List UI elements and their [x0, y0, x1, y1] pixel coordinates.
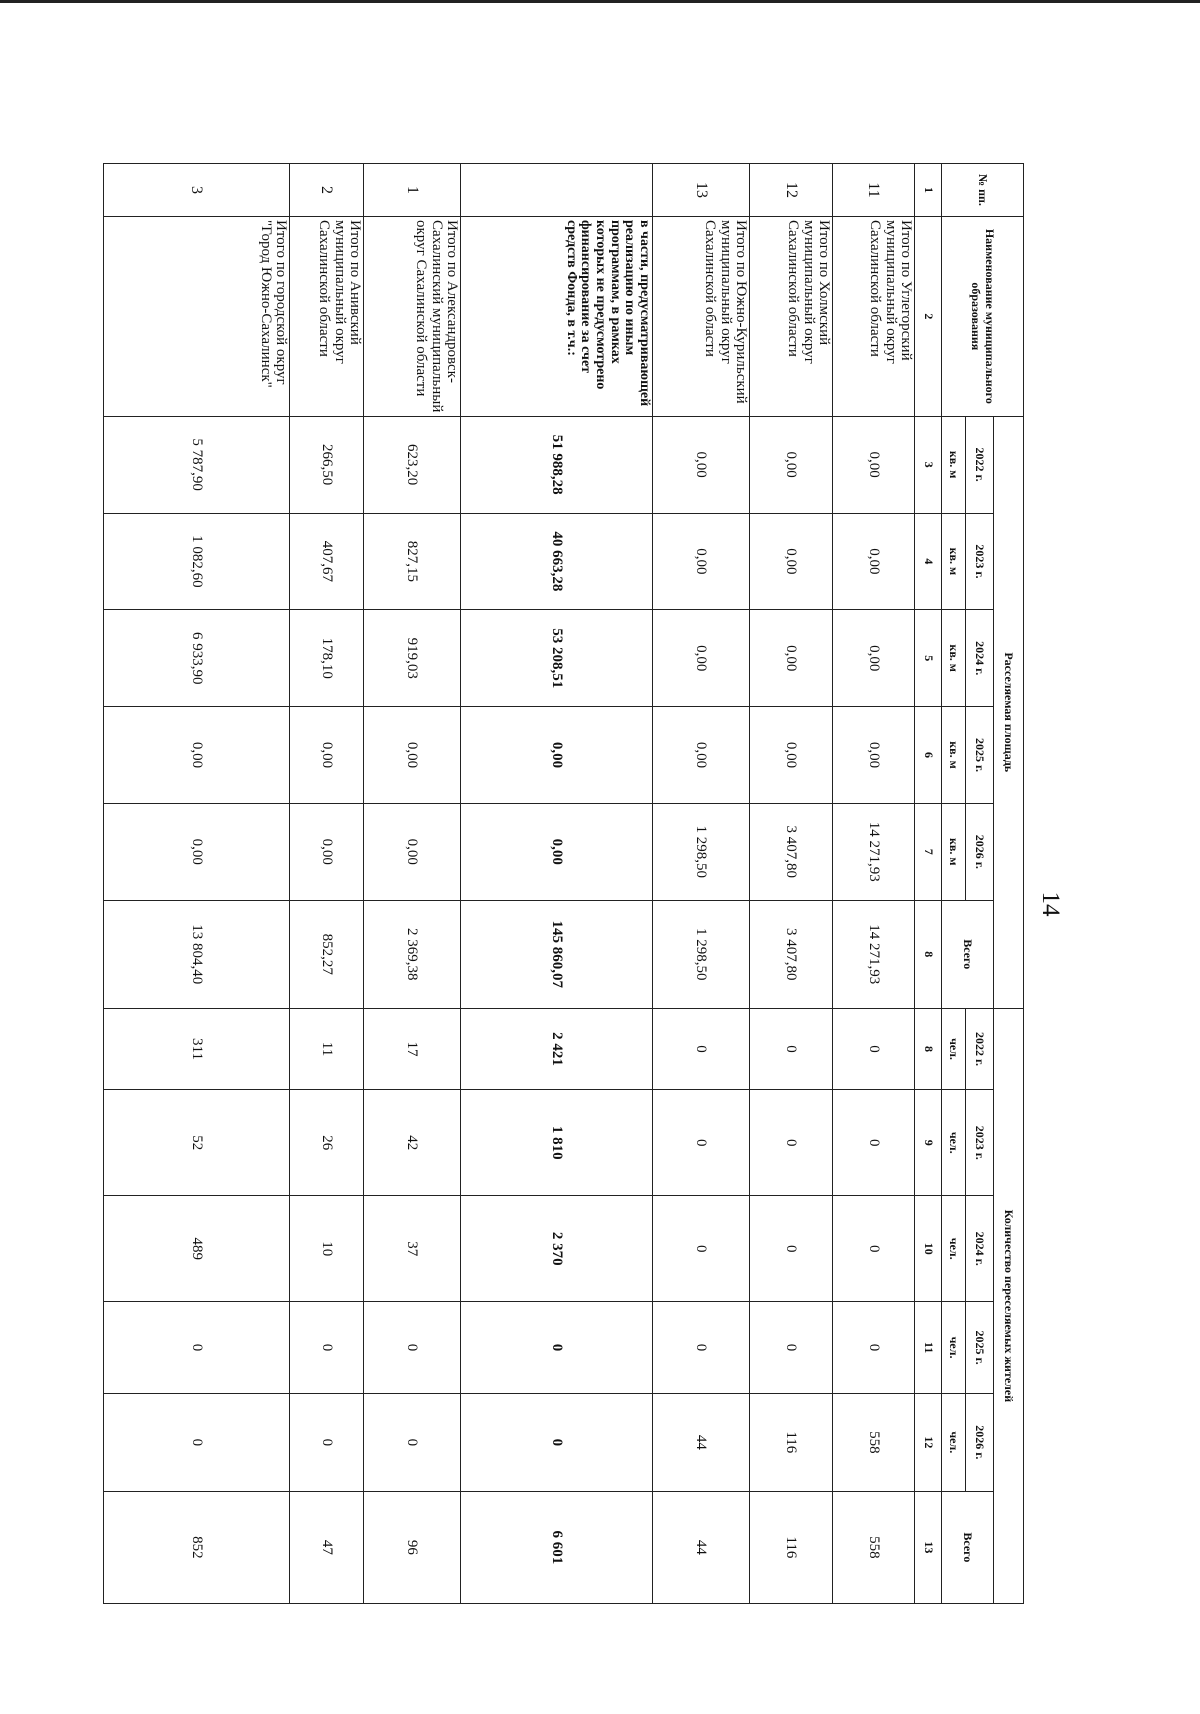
- people-value: 0: [290, 1393, 364, 1491]
- table-row: [104, 164, 290, 1604]
- header-unit: чел.: [942, 1196, 966, 1302]
- header-num: № пп.: [942, 164, 1024, 217]
- table-row: [833, 164, 915, 1604]
- people-value: 558: [833, 1393, 915, 1491]
- page-number: 14: [1037, 891, 1064, 917]
- column-number: 12: [915, 1393, 942, 1491]
- area-value: 0,00: [364, 803, 461, 900]
- people-value: 0: [364, 1393, 461, 1491]
- municipality-name: Итого по Анивский муниципальный округ Сахалинской области: [290, 216, 364, 416]
- area-value: 0,00: [750, 610, 833, 707]
- area-value: 407,67: [290, 513, 364, 610]
- people-value: 37: [364, 1196, 461, 1302]
- area-value: 0,00: [833, 513, 915, 610]
- header-area-total: Всего: [942, 900, 994, 1008]
- header-unit: кв. м: [942, 707, 966, 804]
- header-people-group: Количество переселяемых жителей: [994, 1008, 1024, 1603]
- area-value: 0,00: [750, 707, 833, 804]
- area-value: 6 933,90: [104, 610, 290, 707]
- area-total: 852,27: [290, 900, 364, 1008]
- people-value: 10: [290, 1196, 364, 1302]
- area-value: 0,00: [750, 513, 833, 610]
- people-total: 96: [364, 1491, 461, 1603]
- people-value: 0: [461, 1393, 653, 1491]
- header-unit: кв. м: [942, 416, 966, 513]
- header-unit: кв. м: [942, 513, 966, 610]
- table-row: [290, 164, 364, 1604]
- area-total: 2 369,38: [364, 900, 461, 1008]
- area-value: 5 787,90: [104, 416, 290, 513]
- row-number: 2: [290, 164, 364, 217]
- area-value: 178,10: [290, 610, 364, 707]
- column-number: 2: [915, 216, 942, 416]
- people-value: 0: [833, 1302, 915, 1394]
- area-value: 0,00: [290, 707, 364, 804]
- area-value: 14 271,93: [833, 803, 915, 900]
- people-value: 0: [750, 1196, 833, 1302]
- area-value: 0,00: [653, 416, 750, 513]
- area-value: 40 663,28: [461, 513, 653, 610]
- people-value: 0: [364, 1302, 461, 1394]
- resettlement-table-wrapper: [103, 163, 1024, 1604]
- area-value: 0,00: [104, 707, 290, 804]
- people-total: 852: [104, 1491, 290, 1603]
- area-value: 0,00: [653, 707, 750, 804]
- people-value: 0: [653, 1008, 750, 1090]
- area-value: 0,00: [653, 513, 750, 610]
- area-value: 1 298,50: [653, 803, 750, 900]
- row-number: 3: [104, 164, 290, 217]
- people-value: 0: [653, 1196, 750, 1302]
- area-value: 0,00: [653, 610, 750, 707]
- people-value: 0: [104, 1393, 290, 1491]
- people-value: 0: [750, 1008, 833, 1090]
- area-value: 623,20: [364, 416, 461, 513]
- area-value: 0,00: [833, 416, 915, 513]
- row-number: 11: [833, 164, 915, 217]
- header-unit: чел.: [942, 1090, 966, 1196]
- area-value: 0,00: [461, 803, 653, 900]
- area-total: 145 860,07: [461, 900, 653, 1008]
- people-value: 0: [750, 1090, 833, 1196]
- people-value: 26: [290, 1090, 364, 1196]
- area-value: 1 082,60: [104, 513, 290, 610]
- municipality-name: Итого по городской округ "Город Южно-Сахалинск": [104, 216, 290, 416]
- people-value: 0: [833, 1196, 915, 1302]
- row-number: [461, 164, 653, 217]
- header-people-year-2023: 2023 г.: [966, 1090, 994, 1196]
- header-area-group: Расселяемая площадь: [994, 416, 1024, 1008]
- people-total: 116: [750, 1491, 833, 1603]
- row-number: 12: [750, 164, 833, 217]
- header-area-year-2024: 2024 г.: [966, 610, 994, 707]
- header-area-year-2022: 2022 г.: [966, 416, 994, 513]
- people-value: 42: [364, 1090, 461, 1196]
- header-unit: чел.: [942, 1302, 966, 1394]
- municipality-name: в части, предусматривающей реализацию по иным программам, в рамках которых не предусмотрено финансирование за счет средств Фонда, в т.ч.:: [461, 216, 653, 416]
- area-value: 0,00: [833, 610, 915, 707]
- people-value: 0: [653, 1302, 750, 1394]
- area-value: 0,00: [290, 803, 364, 900]
- column-number: 7: [915, 803, 942, 900]
- header-unit: чел.: [942, 1393, 966, 1491]
- municipality-name: Итого по Углегорский муниципальный округ Сахалинской области: [833, 216, 915, 416]
- header-area-year-2023: 2023 г.: [966, 513, 994, 610]
- column-number: 6: [915, 707, 942, 804]
- resettlement-table: [103, 163, 1024, 1604]
- column-number: 8: [915, 900, 942, 1008]
- area-value: 3 407,80: [750, 803, 833, 900]
- people-total: 558: [833, 1491, 915, 1603]
- row-number: 1: [364, 164, 461, 217]
- people-value: 52: [104, 1090, 290, 1196]
- column-number: 8: [915, 1008, 942, 1090]
- people-value: 0: [461, 1302, 653, 1394]
- people-value: 0: [833, 1008, 915, 1090]
- column-number: 4: [915, 513, 942, 610]
- municipality-name: Итого по Южно-Курильский муниципальный округ Сахалинской области: [653, 216, 750, 416]
- header-people-year-2026: 2026 г.: [966, 1393, 994, 1491]
- municipality-name: Итого по Холмский муниципальный округ Сахалинской области: [750, 216, 833, 416]
- area-total: 3 407,80: [750, 900, 833, 1008]
- table-row: [653, 164, 750, 1604]
- top-edge-line: [0, 0, 1200, 3]
- people-value: 0: [290, 1302, 364, 1394]
- people-total: 47: [290, 1491, 364, 1603]
- column-number: 10: [915, 1196, 942, 1302]
- area-value: 919,03: [364, 610, 461, 707]
- table-row: [750, 164, 833, 1604]
- area-value: 53 208,51: [461, 610, 653, 707]
- people-value: 1 810: [461, 1090, 653, 1196]
- people-value: 0: [833, 1090, 915, 1196]
- column-number: 13: [915, 1491, 942, 1603]
- column-number: 1: [915, 164, 942, 217]
- people-value: 0: [653, 1090, 750, 1196]
- area-total: 14 271,93: [833, 900, 915, 1008]
- people-value: 311: [104, 1008, 290, 1090]
- area-value: 0,00: [833, 707, 915, 804]
- people-value: 2 421: [461, 1008, 653, 1090]
- people-total: 6 601: [461, 1491, 653, 1603]
- header-area-year-2025: 2025 г.: [966, 707, 994, 804]
- people-value: 17: [364, 1008, 461, 1090]
- area-value: 266,50: [290, 416, 364, 513]
- people-value: 44: [653, 1393, 750, 1491]
- area-value: 827,15: [364, 513, 461, 610]
- header-name: Наименование муниципального образования: [942, 216, 1024, 416]
- people-value: 2 370: [461, 1196, 653, 1302]
- header-people-year-2024: 2024 г.: [966, 1196, 994, 1302]
- people-value: 489: [104, 1196, 290, 1302]
- people-value: 11: [290, 1008, 364, 1090]
- header-people-total: Всего: [942, 1491, 994, 1603]
- municipality-name: Итого по Александровск-Сахалинский муниципальный округ Сахалинской области: [364, 216, 461, 416]
- people-value: 116: [750, 1393, 833, 1491]
- table-row-subtotal: [461, 164, 653, 1604]
- row-number: 13: [653, 164, 750, 217]
- people-total: 44: [653, 1491, 750, 1603]
- column-number: 5: [915, 610, 942, 707]
- header-people-year-2025: 2025 г.: [966, 1302, 994, 1394]
- column-number: 3: [915, 416, 942, 513]
- area-value: 0,00: [461, 707, 653, 804]
- table-row: [364, 164, 461, 1604]
- header-area-year-2026: 2026 г.: [966, 803, 994, 900]
- people-value: 0: [104, 1302, 290, 1394]
- header-unit: кв. м: [942, 803, 966, 900]
- header-people-year-2022: 2022 г.: [966, 1008, 994, 1090]
- area-value: 51 988,28: [461, 416, 653, 513]
- area-total: 13 804,40: [104, 900, 290, 1008]
- area-total: 1 298,50: [653, 900, 750, 1008]
- area-value: 0,00: [104, 803, 290, 900]
- header-unit: чел.: [942, 1008, 966, 1090]
- people-value: 0: [750, 1302, 833, 1394]
- header-unit: кв. м: [942, 610, 966, 707]
- area-value: 0,00: [364, 707, 461, 804]
- column-number: 11: [915, 1302, 942, 1394]
- column-number: 9: [915, 1090, 942, 1196]
- area-value: 0,00: [750, 416, 833, 513]
